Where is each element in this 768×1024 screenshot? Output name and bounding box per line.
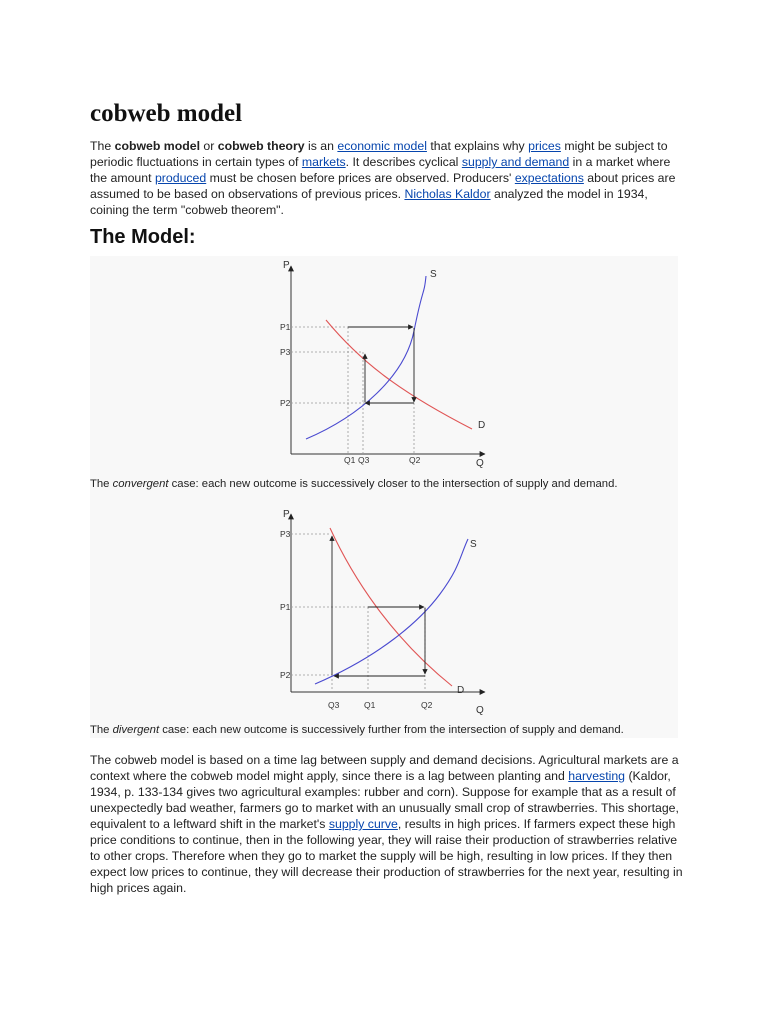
page-title: cobweb model xyxy=(90,100,243,127)
x-label-q2: Q2 xyxy=(421,700,433,710)
y-label-p1: P1 xyxy=(280,322,291,332)
y-label-p3: P3 xyxy=(280,347,291,357)
y-label-p1: P1 xyxy=(280,602,291,612)
supply-curve xyxy=(306,276,426,439)
axis-label-q: Q xyxy=(476,705,484,716)
axis-label-p: P xyxy=(283,260,290,271)
figure-panel xyxy=(90,256,678,738)
caption-emphasis: convergent xyxy=(112,478,169,490)
link-produced[interactable]: produced xyxy=(154,171,207,185)
x-label-q1: Q1 xyxy=(344,455,356,465)
intro-text: must be chosen before prices are observed. Producers' xyxy=(206,171,515,185)
intro-paragraph xyxy=(90,138,690,218)
intro-text: The xyxy=(90,139,115,153)
section-heading: The Model: xyxy=(90,226,196,248)
link-prices[interactable]: prices xyxy=(528,139,561,153)
link-nicholas-kaldor[interactable]: Nicholas Kaldor xyxy=(404,187,491,201)
demand-label: D xyxy=(478,420,486,431)
link-markets[interactable]: markets xyxy=(301,155,346,169)
intro-bold-term: cobweb theory xyxy=(217,139,305,153)
x-label-q1: Q1 xyxy=(364,700,376,710)
caption-emphasis: divergent xyxy=(112,724,160,736)
convergent-caption xyxy=(90,478,618,490)
link-economic-model[interactable]: economic model xyxy=(337,139,427,153)
link-expectations[interactable]: expectations xyxy=(514,171,584,185)
convergent-diagram xyxy=(280,260,485,469)
link-harvesting[interactable]: harvesting xyxy=(568,769,626,783)
divergent-caption xyxy=(90,724,624,736)
intro-text: . It describes cyclical xyxy=(345,155,462,169)
intro-text: analyzed the model in 1934, coining the term "cobweb theorem". xyxy=(90,187,648,217)
guide-lines xyxy=(291,327,414,454)
intro-text: or xyxy=(200,139,218,153)
divergent-diagram xyxy=(280,509,485,716)
y-label-p3: P3 xyxy=(280,529,291,539)
x-label-q3: Q3 xyxy=(328,700,340,710)
caption-text: The xyxy=(90,724,113,736)
supply-label: S xyxy=(430,269,437,280)
intro-text: in a market where the amount xyxy=(90,155,671,185)
intro-text: about prices are assumed to be based on observations of previous prices. xyxy=(90,171,676,201)
x-label-q3: Q3 xyxy=(358,455,370,465)
body-text: (Kaldor, 1934, p. 133-134 gives two agricultural examples: rubber and corn). Suppose for example that as a result of unexpectedly bad weather, farmers go to market with an unusually small crop of strawberries. This shortage, equivalent to a leftward shift in the market's xyxy=(90,769,679,831)
demand-label: D xyxy=(457,685,465,696)
x-label-q2: Q2 xyxy=(409,455,421,465)
cobweb-diagrams xyxy=(90,256,678,738)
intro-bold-term: cobweb model xyxy=(114,139,201,153)
caption-text: The xyxy=(90,478,113,490)
cobweb-path xyxy=(348,327,414,403)
axis-label-p: P xyxy=(283,509,290,520)
caption-text: case: each new outcome is successively closer to the intersection of supply and demand. xyxy=(168,478,618,490)
intro-text: is an xyxy=(304,139,338,153)
link-supply-and-demand[interactable]: supply and demand xyxy=(461,155,570,169)
supply-curve xyxy=(315,539,468,684)
link-supply-curve[interactable]: supply curve xyxy=(328,817,398,831)
supply-label: S xyxy=(470,539,477,550)
body-paragraph xyxy=(90,752,690,896)
intro-text: that explains why xyxy=(426,139,529,153)
guide-lines xyxy=(291,534,425,692)
axis-label-q: Q xyxy=(476,458,484,469)
y-label-p2: P2 xyxy=(280,670,291,680)
intro-text: might be subject to periodic fluctuations in certain types of xyxy=(90,139,668,169)
body-text: The cobweb model is based on a time lag between supply and demand decisions. Agricultural markets are a context where the cobweb model might apply, since there is a lag between planting and xyxy=(90,753,679,783)
cobweb-path xyxy=(332,536,425,676)
body-text: , results in high prices. If farmers expect these high price conditions to continue, then in the following year, they will raise their production of strawberries relative to other crops. Therefore when they go to market the supply will be high, resulting in low prices. If they then expect low prices to continue, they will decrease their production of strawberries for the next year, resulting in high prices again. xyxy=(90,817,683,895)
y-label-p2: P2 xyxy=(280,398,291,408)
caption-text: case: each new outcome is successively further from the intersection of supply and demand. xyxy=(159,724,624,736)
